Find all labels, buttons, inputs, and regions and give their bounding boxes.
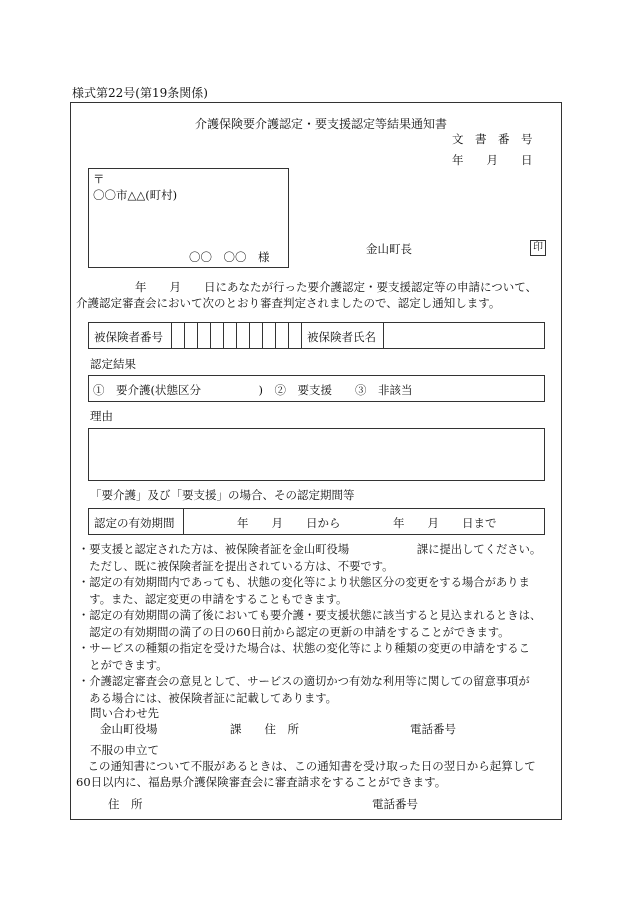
period-label: 認定の有効期間 — [94, 516, 175, 530]
note-5: ・介護認定審査会の意見として、サービスの適切かつ有効な利用等に関しての留意事項が ある場合には、被保険者証に記載してあります。 — [78, 675, 530, 705]
reason-heading: 理由 — [90, 409, 113, 423]
insured-number-label: 被保険者番号 — [94, 330, 163, 344]
doc-number-label: 文 書 番 号 — [452, 132, 533, 146]
period-from: 年 月 日から — [237, 516, 341, 530]
appeal-phone-label: 電話番号 — [372, 797, 418, 811]
note-4: ・サービスの種類の指定を受けた場合は、状態の変化等により種類の変更の申請をするこ とができます。 — [78, 642, 530, 672]
postal-mark: 〒 — [93, 172, 105, 186]
intro-line-2: 介護認定審査会において次のとおり審査判定されましたので、認定し通知します。 — [76, 296, 501, 310]
document-title: 介護保険要介護認定・要支援認定等結果通知書 — [195, 117, 448, 131]
date-label: 年 月 日 — [452, 153, 533, 167]
appeal-line-2: 60日以内に、福島県介護保険審査会に審査請求をすることができます。 — [76, 775, 447, 789]
contact-section: 課 住 所 — [230, 722, 299, 736]
reason-box — [88, 428, 545, 481]
appeal-line-1: この通知書について不服があるときは、この通知書を受け取った日の翌日から起算して — [76, 759, 536, 773]
note-1: ・要支援と認定された方は、被保険者証を金山町役場 課に提出してください。 ただし、既に被保険者証を提出されている方は、不要です。 — [78, 543, 542, 573]
form-number: 様式第22号(第19条関係) — [72, 86, 208, 100]
seal-mark: 印 — [530, 240, 546, 256]
issuer: 金山町長 — [366, 242, 412, 256]
note-2: ・認定の有効期間内であっても、状態の変化等により状態区分の変更をする場合がありま す。また、認定変更の申請をすることもできます。 — [78, 576, 530, 606]
period-heading: 「要介護」及び「要支援」の場合、その認定期間等 — [90, 488, 355, 502]
contact-heading: 問い合わせ先 — [90, 706, 159, 720]
intro-line-1: 年 月 日にあなたが行った要介護認定・要支援認定等の申請について、 — [135, 280, 538, 294]
result-box — [88, 375, 545, 402]
insured-table — [88, 322, 545, 349]
recipient-name: 〇〇 〇〇 様 — [189, 250, 270, 264]
result-options: ① 要介護(状態区分 ) ② 要支援 ③ 非該当 — [93, 383, 413, 397]
note-3: ・認定の有効期間の満了後においても要介護・要支援状態に該当すると見込まれるときは、 認定の有効期間の満了の日の60日前から認定の更新の申請をすることができます。 — [78, 609, 542, 639]
period-to: 年 月 日まで — [393, 516, 497, 530]
result-heading: 認定結果 — [90, 357, 136, 371]
contact-phone: 電話番号 — [410, 722, 456, 736]
contact-office: 金山町役場 — [100, 722, 158, 736]
insured-name-label: 被保険者氏名 — [307, 330, 376, 344]
address-box — [88, 168, 289, 268]
address-city: 〇〇市△△(町村) — [93, 188, 178, 202]
period-table — [88, 508, 545, 535]
appeal-heading: 不服の申立て — [90, 743, 159, 757]
appeal-address-label: 住 所 — [108, 797, 143, 811]
